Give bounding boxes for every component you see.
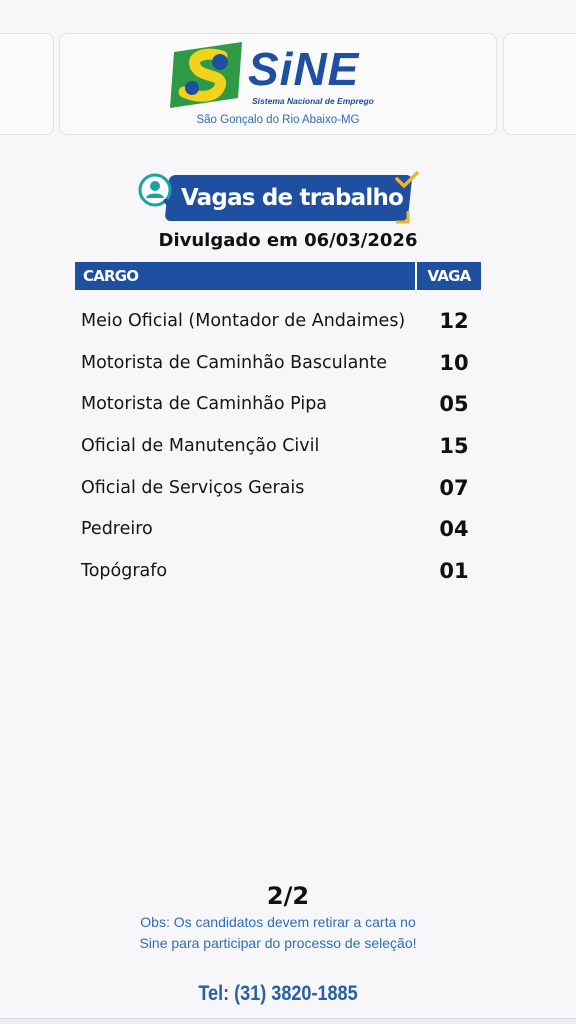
job-openings: 12	[439, 308, 469, 333]
logo-subtitle: Sistema Nacional de Emprego	[252, 96, 374, 106]
job-openings: 01	[439, 558, 469, 583]
table-row	[81, 300, 481, 342]
bottom-edge	[0, 1018, 576, 1024]
table-row	[81, 425, 481, 467]
banner-title: Vagas de trabalho	[180, 185, 404, 211]
previous-card-peek[interactable]	[0, 33, 54, 135]
logo-wordmark: SiNE	[248, 43, 360, 95]
table-row	[81, 508, 481, 550]
sine-logo-card	[59, 33, 497, 135]
table-row	[81, 550, 481, 592]
observation-line-2: Sine para participar do processo de seleção!	[139, 935, 417, 951]
job-title: Oficial de Manutenção Civil	[81, 435, 320, 456]
job-openings: 10	[439, 350, 469, 375]
job-openings: 15	[439, 433, 469, 458]
phone-number[interactable]: Tel: (31) 3820-1885	[198, 982, 358, 1005]
header-cargo: CARGO	[75, 262, 417, 290]
job-openings: 05	[439, 392, 469, 417]
table-row	[81, 383, 481, 425]
job-title: Meio Oficial (Montador de Andaimes)	[81, 310, 406, 331]
brazil-flag-s-logo-icon	[170, 42, 242, 108]
job-title: Motorista de Caminhão Basculante	[81, 352, 388, 373]
observation-note	[0, 912, 556, 954]
job-title: Oficial de Serviços Gerais	[81, 477, 305, 498]
logo-city: São Gonçalo do Rio Abaixo-MG	[196, 114, 360, 126]
published-date: Divulgado em 06/03/2026	[158, 230, 418, 251]
checkmark-icon	[394, 170, 420, 190]
job-openings: 07	[439, 475, 469, 500]
job-list	[81, 300, 481, 592]
job-openings: 04	[439, 517, 469, 542]
observation-line-1: Obs: Os candidatos devem retirar a carta no	[140, 914, 416, 930]
table-header	[75, 262, 481, 290]
corner-accent-icon	[395, 210, 411, 224]
header-vaga: VAGA	[427, 267, 471, 285]
page-indicator: 2/2	[266, 882, 310, 910]
table-row	[81, 342, 481, 384]
job-title: Motorista de Caminhão Pipa	[81, 394, 328, 415]
job-search-icon	[137, 172, 179, 214]
table-row	[81, 467, 481, 509]
job-title: Topógrafo	[81, 560, 168, 581]
next-card-peek[interactable]	[503, 33, 576, 135]
job-title: Pedreiro	[81, 519, 153, 540]
